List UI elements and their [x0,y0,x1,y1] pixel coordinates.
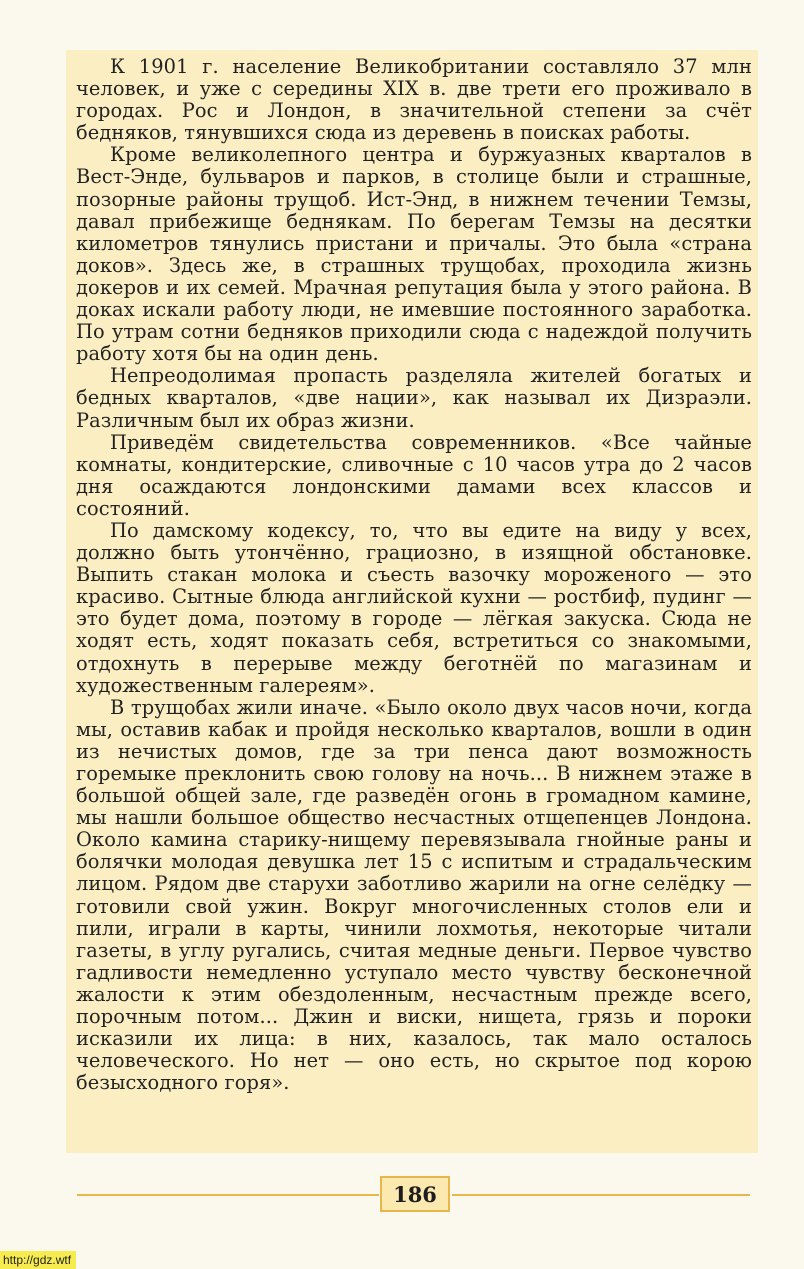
paragraph: Непреодолимая пропасть разделяла жителей богатых и бедных кварталов, «две нации», как называл их Дизраэли. Различным был их образ жизни. [76,364,752,432]
page-number-text: 186 [393,1181,437,1207]
watermark-link[interactable]: http://gdz.wtf [0,1251,76,1269]
paragraph: К 1901 г. население Великобритании составляло 37 млн человек, и уже с середины XIX в. две трети его проживало в городах. Рос и Лондон, в значительной степени за счёт бедняков, тянувшихся сюда из деревень в поисках работы. [76,55,752,145]
paragraph: Приведём свидетельства современников. «Все чайные комнаты, кондитерские, сливочные с 10 часов утра до 2 часов дня осаждаются лондонскими дамами всех классов и состояний. [76,430,752,520]
paragraph: В трущобах жили иначе. «Было около двух часов ночи, когда мы, оставив кабак и пройдя несколько кварталов, вошли в один из нечистых домов, где за три пенса дают возможность горемыке преклонить свою голову на ночь... В нижнем этаже в большой общей зале, где разведён огонь в громадном камине, мы нашли большое общество несчастных отщепенцев Лондона. Около камина старику-нищему перевязывала гнойные раны и болячки молодая девушка лет 15 с испитым и страдальческим лицом. Рядом две старухи заботливо жарили на огне селёдку — готовили свой ужин. Вокруг многочисленных столов ели и пили, играли в карты, чинили лохмотья, некоторые читали газеты, в углу ругались, считая медные деньги. Первое чувство гадливости немедленно уступало место чувству бесконечной жалости к этим обездоленным, несчастным прежде всего, порочным потом... Джин и виски, нищета, грязь и пороки исказили их лица: в них, казалось, так мало осталось человеческого. Но нет — оно есть, но скрытое под корою безысходного горя». [76,695,752,1095]
footer-rule-left [77,1194,379,1196]
paragraph: Кроме великолепного центра и буржуазных кварталов в Вест-Энде, бульваров и парков, в столице были и страшные, позорные районы трущоб. Ист-Энд, в нижнем течении Темзы, давал прибежище беднякам. По берегам Темзы на десятки километров тянулись пристани и причалы. Это была «страна доков». Здесь же, в страшных трущобах, проходила жизнь докеров и их семей. Мрачная репутация была у этого района. В доках искали работу люди, не имевшие постоянного заработка. По утрам сотни бедняков приходили сюда с надеждой получить работу хотя бы на один день. [76,143,752,366]
body-text [76,56,752,1094]
page-number [380,1176,450,1212]
footer-rule-right [452,1194,750,1196]
paragraph: По дамскому кодексу, то, что вы едите на виду у всех, должно быть утончённо, грациозно, в изящной обстановке. Выпить стакан молока и съесть вазочку мороженого — это красиво. Сытные блюда английской кухни — ростбиф, пудинг — это будет дома, поэтому в городе — лёгкая закуска. Сюда не ходят есть, ходят показать себя, встретиться со знакомыми, отдохнуть в перерыве между беготнёй по магазинам и художественным галереям». [76,518,752,697]
